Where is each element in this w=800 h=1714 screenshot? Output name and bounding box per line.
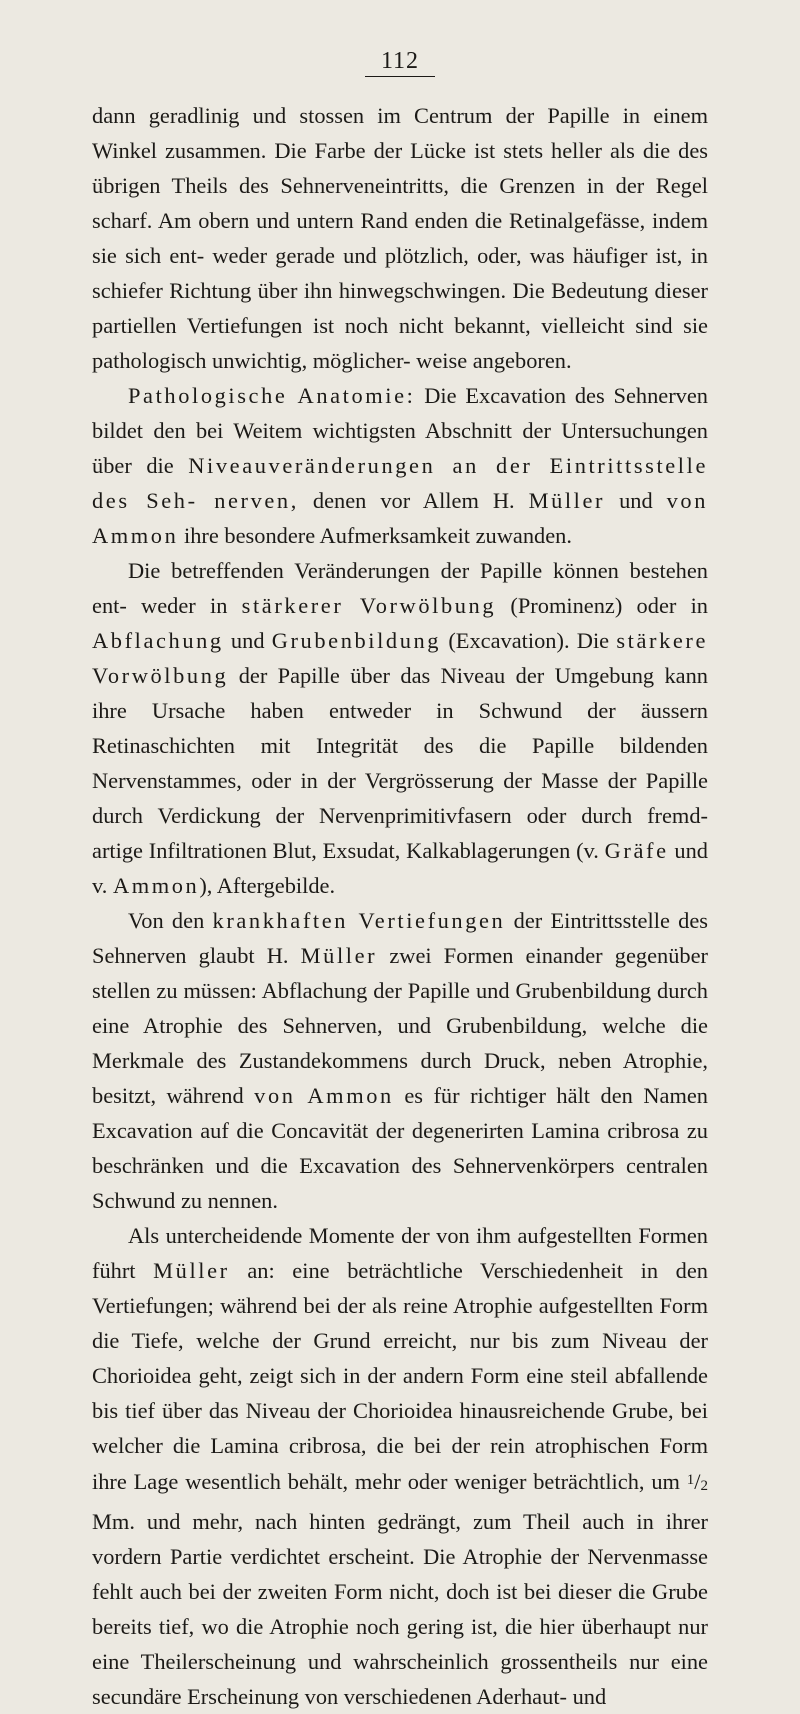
spaced-emphasis: Müller [528, 488, 606, 513]
spaced-emphasis: krankhaften Vertiefungen [212, 908, 506, 933]
paragraph [92, 98, 708, 378]
paragraph [92, 553, 708, 903]
spaced-emphasis: Gräfe [604, 838, 669, 863]
text-run: / [694, 1469, 701, 1494]
fraction-numerator: 1 [686, 1472, 695, 1488]
spaced-emphasis: von Ammon [92, 488, 709, 548]
paragraph [92, 903, 708, 1218]
text-run: denen vor Allem H. [298, 488, 529, 513]
text-run: (Prominenz) oder in [496, 593, 709, 618]
paragraph [92, 1218, 708, 1714]
text-run: an: eine beträchtliche Verschiedenheit in den Vertiefungen; während bei der als reine Atrophie aufgestellten Form die Tiefe, welche der Grund erreicht, nur bis zum Niveau der Chorioidea geht, zeigt sich in der andern Form eine steil abfallende bis tief über das Niveau der Chorioidea hinausreichende Grube, bei welcher die Lamina cribrosa, die bei der rein atrophischen Form ihre Lage wesentlich behält, mehr oder weniger beträchtlich, um [92, 1258, 709, 1494]
text-run: (Excavation). Die [441, 628, 617, 653]
spaced-emphasis: Niveauveränderungen an der Eintrittsstelle des Seh- nerven, [92, 453, 708, 513]
text-run: und [223, 628, 272, 653]
spaced-emphasis: Abflachung [92, 628, 224, 653]
fraction-denominator: 2 [700, 1478, 708, 1494]
text-run: und [605, 488, 667, 513]
text-run: Die betreffenden Veränderungen der Papille können bestehen ent- weder in [92, 558, 708, 618]
body-text [92, 98, 708, 1714]
text-run: Die Excavation des Sehnerven bildet den bei Weitem wichtigsten Abschnitt der Untersuchungen über die [92, 383, 708, 478]
spaced-emphasis: Müller [153, 1258, 230, 1283]
spaced-emphasis: von Ammon [254, 1083, 394, 1108]
spaced-emphasis: Grubenbildung [271, 628, 442, 653]
page-header [0, 48, 800, 77]
spaced-emphasis: stärkerer Vorwölbung [241, 593, 497, 618]
spaced-emphasis: stärkere Vorwölbung [92, 628, 708, 688]
paragraph [92, 378, 708, 553]
text-run: der Eintrittsstelle des Sehnerven glaubt H. [92, 908, 708, 968]
spaced-emphasis: Ammon [112, 873, 200, 898]
text-run: und v. [92, 838, 708, 898]
text-run: der Papille über das Niveau der Umgebung kann ihre Ursache haben entweder in Schwund der äussern Retinaschichten mit Integrität des die Papille bildenden Nervenstammes, oder in der Vergrösserung der Masse der Papille durch Verdickung der Nervenprimitivfasern oder durch fremd- artige Infiltrationen Blut, Exsudat, Kalkablagerungen (v. [92, 663, 708, 863]
text-run: dann geradlinig und stossen im Centrum der Papille in einem Winkel zusammen. Die Farbe der Lücke ist stets heller als die des übrigen Theils des Sehnerveneintritts, die Grenzen in der Regel scharf. Am obern und untern Rand enden die Retinalgefässe, indem sie sich ent- weder gerade und plötzlich, oder, was häufiger ist, in schiefer Richtung über ihn hinwegschwingen. Die Bedeutung dieser partiellen Vertiefungen ist noch nicht bekannt, vielleicht sind sie pathologisch unwichtig, möglicher- weise angeboren. [92, 103, 708, 373]
spaced-emphasis: Müller [300, 943, 378, 968]
text-run: ), Aftergebilde. [199, 873, 336, 898]
text-run: es für richtiger hält den Namen Excavation auf die Concavität der degenerirten Lamina cribrosa zu beschränken und die Excavation des Sehnervenkörpers centralen Schwund zu nennen. [92, 1083, 708, 1213]
text-run: Von den [128, 908, 213, 933]
text-run: zwei Formen einander gegenüber stellen zu müssen: Abflachung der Papille und Grubenbildung durch eine Atrophie des Sehnerven, und Grubenbildung, welche die Merkmale des Zustandekommens durch Druck, neben Atrophie, besitzt, während [92, 943, 708, 1108]
text-run: ihre besondere Aufmerksamkeit zuwanden. [178, 523, 572, 548]
text-run: Als untercheidende Momente der von ihm aufgestellten Formen führt [92, 1223, 708, 1283]
page-number: 112 [365, 48, 435, 77]
text-run: Mm. und mehr, nach hinten gedrängt, zum Theil auch in ihrer vordern Partie verdichtet erscheint. Die Atrophie der Nervenmasse fehlt auch bei der zweiten Form nicht, doch ist bei dieser die Grube bereits tief, wo die Atrophie noch gering ist, die hier überhaupt nur eine Theilerscheinung und wahrscheinlich grossentheils nur eine secundäre Erscheinung von verschiedenen Aderhaut- und [92, 1509, 708, 1709]
spaced-emphasis: Pathologische Anatomie: [128, 383, 416, 408]
